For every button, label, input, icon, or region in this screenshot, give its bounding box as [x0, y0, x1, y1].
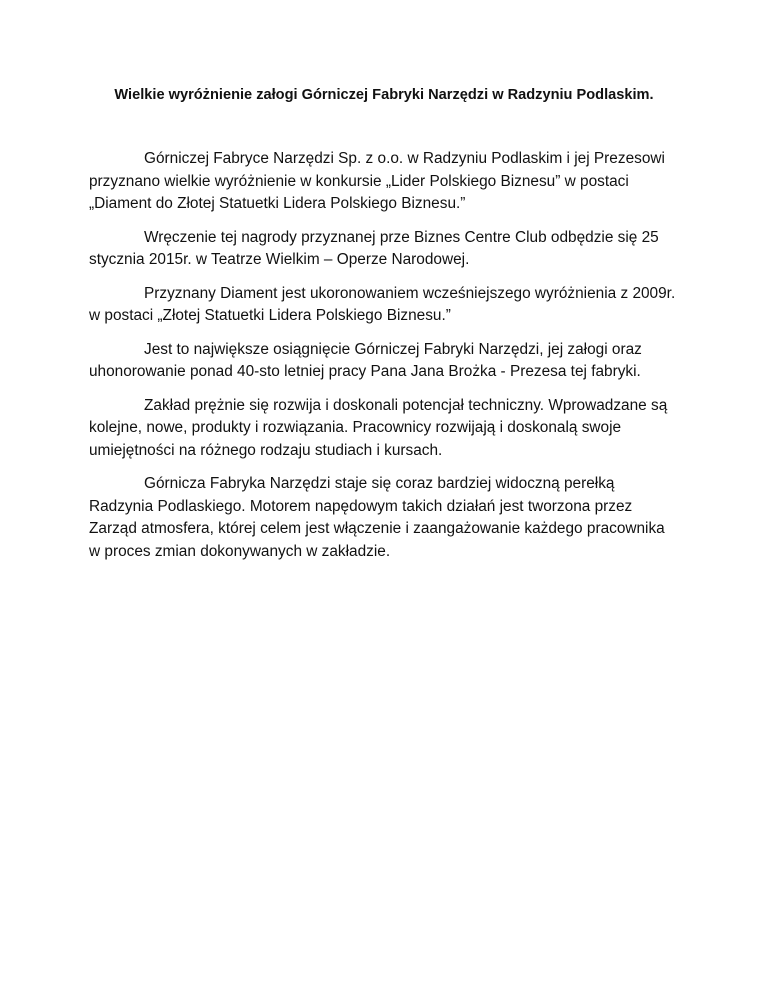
paragraph: Przyznany Diament jest ukoronowaniem wcześniejszego wyróżnienia z 2009r. w postaci „Złotej Statuetki Lidera Polskiego Biznesu.” [89, 284, 676, 324]
document-title: Wielkie wyróżnienie załogi Górniczej Fabryki Narzędzi w Radzyniu Podlaskim. [114, 87, 654, 103]
paragraph: Jest to największe osiągnięcie Górniczej Fabryki Narzędzi, jej załogi oraz uhonorowanie ponad 40-sto letniej pracy Pana Jana Brożka - Prezesa tej fabryki. [89, 340, 642, 380]
paragraph: Górnicza Fabryka Narzędzi staje się coraz bardziej widoczną perełką Radzynia Podlaskiego. Motorem napędowym takich działań jest tworzona przez Zarząd atmosfera, której celem jest włączenie i zaangażowanie każdego pracownika w proces zmian dokonywanych w zakładzie. [89, 475, 665, 560]
document-body [89, 148, 679, 574]
paragraph: Zakład prężnie się rozwija i doskonali potencjał techniczny. Wprowadzane są kolejne, nowe, produkty i rozwiązania. Pracownicy rozwijają i doskonalą swoje umiejętności na różnego rodzaju studiach i kursach. [89, 396, 668, 459]
paragraph: Górniczej Fabryce Narzędzi Sp. z o.o. w Radzyniu Podlaskim i jej Prezesowi przyznano wielkie wyróżnienie w konkursie „Lider Polskiego Biznesu” w postaci „Diament do Złotej Statuetki Lidera Polskiego Biznesu.” [89, 150, 665, 212]
paragraph: Wręczenie tej nagrody przyznanej prze Biznes Centre Club odbędzie się 25 stycznia 2015r. w Teatrze Wielkim – Operze Narodowej. [89, 228, 659, 268]
